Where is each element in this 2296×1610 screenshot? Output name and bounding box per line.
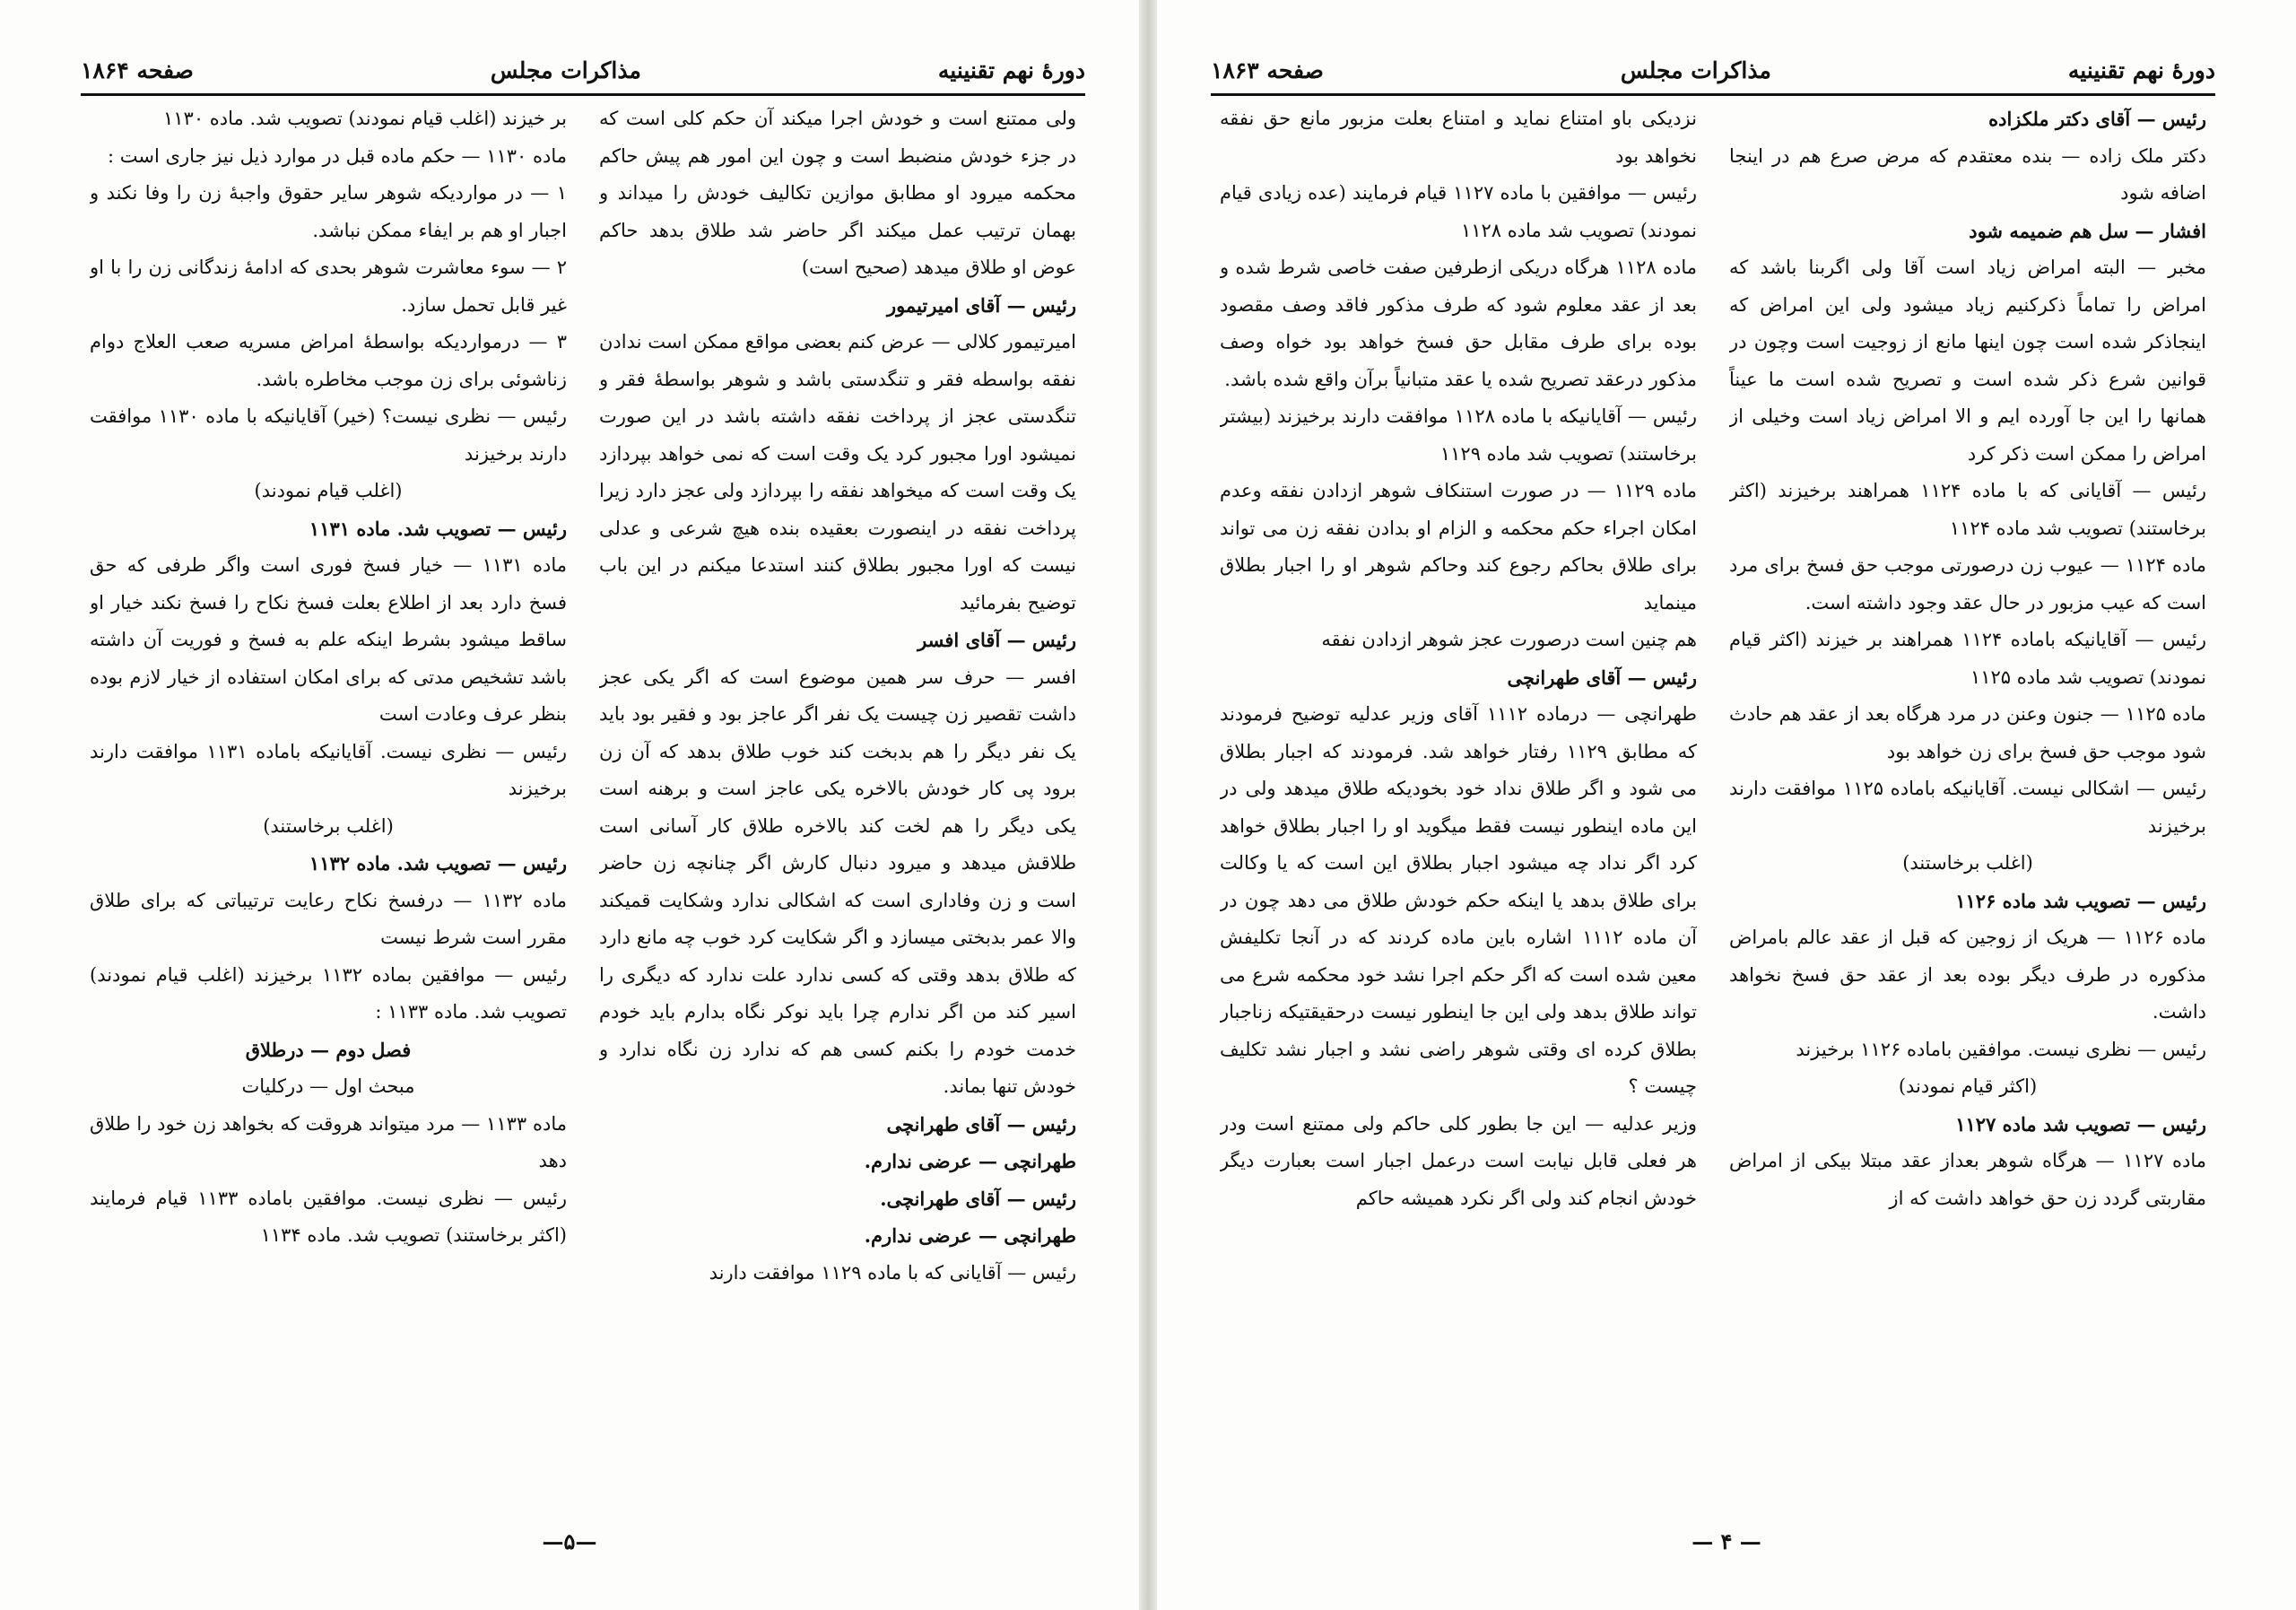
paragraph: رئیس — آقایانی که با ماده ۱۱۲۹ موافقت دارند: [709, 1261, 1076, 1284]
section-heading: مبحث اول — درکلیات: [241, 1075, 415, 1097]
clause-item: ۱ — در مواردیکه شوهر سایر حقوق واجبهٔ زن را وفا نکند و اجبار او هم بر ایفاء ممکن نباشد.: [90, 182, 567, 241]
page-number: —۵—: [542, 1528, 597, 1554]
paragraph: رئیس — نظری نیست؟ (خیر) آقایانیکه با ماده ۱۱۳۰ موافقت دارند برخیزند: [90, 405, 567, 465]
right-column: [1729, 100, 2206, 1511]
page-number: — ۴ —: [1692, 1528, 1761, 1554]
paragraph: هم چنین است درصورت عجز شوهر ازدادن نفقه: [1321, 629, 1697, 650]
paragraph: رئیس — موافقین بماده ۱۱۳۲ برخیزند (اغلب قیام نمودند) تصویب شد. ماده ۱۱۳۳ :: [90, 963, 567, 1023]
clause-item: ۳ — درمواردیکه بواسطهٔ امراض مسریه صعب العلاج دوام زناشوئی برای زن موجب مخاطره باشد.: [90, 331, 567, 390]
paragraph: ولی ممتنع است و خودش اجرا میکند آن حکم کلی است که در جزء خودش منضبط است و چون این امور هم پیش حاکم محکمه میرود او مطابق موازین تکالیف خودش را میداند و بهمان ترتیب عمل میکند اگر حاضر شد طلاق بدهد حاکم عوض او طلاق میدهد (صحیح است): [599, 108, 1076, 278]
vote-note: (اکثر قیام نمودند): [1898, 1075, 2038, 1097]
speaker-line: رئیس — آقای طهرانچی: [1507, 666, 1697, 689]
page-label: صفحه ۱۸۶۳: [1211, 57, 1324, 83]
left-column: [90, 100, 567, 1511]
paragraph: بر خیزند (اغلب قیام نمودند) تصویب شد. ماده ۱۱۳۰: [162, 108, 567, 129]
left-column: [1220, 100, 1697, 1511]
article-text: ماده ۱۱۲۶ — هریک از زوجین که قبل از عقد عالم بامراض مذکوره در طرف دیگر بوده بعد از عقد حق فسخ نخواهد داشت.: [1729, 927, 2206, 1023]
speaker-line: رئیس — آقای طهرانچی: [886, 1112, 1076, 1136]
article-text: ماده ۱۱۲۹ — در صورت استنکاف شوهر ازدادن نفقه وعدم امکان اجراء حکم محکمه و الزام او بدادن نفقه زن می تواند برای طلاق بحاکم رجوع کند وحاکم شوهر او را اجبار بطلاق مینماید: [1220, 480, 1697, 614]
book-gutter: [1139, 0, 1157, 1610]
page-header: [1211, 52, 2215, 88]
speaker-line: رئیس — آقای طهرانچی.: [880, 1187, 1076, 1210]
speaker-line: افشار — سل هم ضمیمه شود: [1969, 219, 2206, 242]
left-page: [0, 0, 1139, 1610]
paragraph: دکتر ملک زاده — بنده معتقدم که مرض صرع هم در اینجا اضافه شود: [1729, 144, 2206, 204]
vote-note: (اغلب برخاستند): [263, 814, 394, 837]
speaker-line: طهرانچی — عرضی ندارم.: [864, 1224, 1076, 1247]
paragraph: مخبر — البته امراض زیاد است آقا ولی اگربنا باشد که امراض را تماماً ذکرکنیم زیاد میشود ولی این امراض که اینجاذکر شده است چون اینها مانع از زوجیت است وچون در قوانین شرع ذکر شده است و تصریح شده است ما عیناً همانها را این جا آورده ایم و الا امراض زیاد است وخیلی از امراض را ممکن است ذکر کرد: [1729, 257, 2206, 465]
paragraph: طهرانچی — درماده ۱۱۱۲ آقای وزیر عدلیه توضیح فرمودند که مطابق ۱۱۲۹ رفتار خواهد شد. فرمودند که اجبار بطلاق می شود و اگر طلاق نداد خود بخودیکه طلاق میدهد ولی در این ماده اینطور نیست فقط میگوید او را اجبار بطلاق خواهد کرد اگر نداد چه میشود اجبار بطلاق این است که یا وکالت برای طلاق بدهد یا اینکه حکم خودش طلاق می دهد چون در آن ماده ۱۱۱۲ اشاره باین ماده کردند که در آنجا تکلیفش معین شده است که اگر حکم اجرا نشد خود محکمه شرع می تواند طلاق بدهد ولی این جا اینطور نیست درحقیقتیکه زناجبار بطلاق کرده ای وقتی شوهر راضی نشد و اجبار نشد تکلیف چیست ؟: [1220, 703, 1697, 1097]
paragraph: امیرتیمور کلالی — عرض کنم بعضی مواقع ممکن است ندادن نفقه بواسطه فقر و تنگدستی باشد و شوهر بواسطهٔ فقر و تنگدستی عجز از پرداخت نفقه داشته باشد در این صورت نمیشود اورا مجبور کرد یک وقت است که نمی خواهد بپردازد یک وقت است که میخواهد نفقه را بپردازد ولی عجز دارد زیرا پرداخت نفقه در اینصورت بعقیده بنده هیچ شرعی و عدلی نیست که اورا مجبور بطلاق کنند استدعا میکنم در این باب توضیح بفرمائید: [599, 331, 1076, 614]
paragraph: رئیس — نظری نیست. آقایانیکه باماده ۱۱۳۱ موافقت دارند برخیزند: [90, 740, 567, 799]
article-text: ماده ۱۱۳۲ — درفسخ نکاح رعایت ترتیباتی که برای طلاق مقرر است شرط نیست: [90, 889, 567, 948]
paragraph: رئیس — آقایانیکه باماده ۱۱۲۴ همراهند بر خیزند (اکثر قیام نمودند) تصویب شد ماده ۱۱۲۵: [1729, 629, 2206, 688]
speaker-line: رئیس — تصویب شد ماده ۱۱۲۷: [1955, 1112, 2206, 1136]
speaker-line: رئیس — تصویب شد ماده ۱۱۲۶: [1955, 889, 2206, 912]
header-rule: [1211, 93, 2215, 96]
speaker-line: رئیس — آقای افسر: [918, 629, 1076, 651]
article-text: ماده ۱۱۲۴ — عیوب زن درصورتی موجب حق فسخ برای مرد است که عیب مزبور در حال عقد وجود داشته است.: [1729, 554, 2206, 614]
article-text: ماده ۱۱۲۵ — جنون وعنن در مرد هرگاه بعد از عقد هم حادث شود موجب حق فسخ برای زن خواهد بود: [1729, 703, 2206, 762]
paragraph: رئیس — موافقین با ماده ۱۱۲۷ قیام فرمایند (عده زیادی قیام نمودند) تصویب شد ماده ۱۱۲۸: [1220, 182, 1697, 241]
right-column: [599, 100, 1076, 1511]
article-text: ماده ۱۱۳۱ — خیار فسخ فوری است واگر طرفی که حق فسخ دارد بعد از اطلاع بعلت فسخ نکاح را فسخ نکند خیار او ساقط میشود بشرط اینکه علم به فسخ و فوریت آن داشته باشد تشخیص مدتی که برای امکان استفاده از خیار لازم بوده بنظر عرف وعادت است: [90, 554, 567, 725]
text-columns: [1220, 100, 2206, 1511]
article-text: ماده ۱۱۳۰ — حکم ماده قبل در موارد ذیل نیز جاری است :: [108, 144, 567, 167]
paragraph: نزدیکی باو امتناع نماید و امتناع بعلت مزبور مانع حق نفقه نخواهد بود: [1220, 108, 1697, 167]
right-page: [1157, 0, 2296, 1610]
paragraph: رئیس — اشکالی نیست. آقایانیکه باماده ۱۱۲۵ موافقت دارند برخیزند: [1729, 778, 2206, 837]
paragraph: افسر — حرف سر همین موضوع است که اگر یکی عجز داشت تقصیر زن چیست یک نفر اگر عاجز بود و فقیر بود باید یک نفر دیگر را هم بدبخت کند خوب طلاق بدهد که آن زن برود پی کار خودش بالاخره یکی عاجز است و برهنه است یکی دیگر را هم لخت کند بالاخره طلاق کار آسانی است طلاقش میدهد و میرود دنبال کارش اگر چنانچه زن حاضر است و زن وفاداری است که اشکالی ندارد وشکایت قمیکند والا عمر بدبختی میسازد و اگر شکایت کرد خوب چه مانع دارد که طلاق بدهد وقتی که کسی ندارد علت ندارد که دیگری را اسیر کند من اگر ندارم چرا باید نوکر نگاه بدارم باید خودم خدمت خودم را بکنم کسی هم که ندارد زن نگاه ندارد و خودش تنها بماند.: [599, 666, 1076, 1097]
speaker-line: رئیس — آقای امیرتیمور: [886, 293, 1076, 317]
paragraph: وزیر عدلیه — این جا بطور کلی حاکم ولی ممتنع است ودر هر فعلی قابل نیابت است درعمل اجبار است بعبارت دیگر خودش انجام کند ولی اگر نکرد همیشه حاکم: [1220, 1112, 1697, 1209]
vote-note: (اغلب برخاستند): [1902, 852, 2033, 874]
text-columns: [90, 100, 1076, 1511]
chapter-heading: فصل دوم — درطلاق: [245, 1038, 412, 1061]
paragraph: رئیس — نظری نیست. موافقین باماده ۱۱۳۳ قیام فرمایند (اکثر برخاستند) تصویب شد. ماده ۱۱۳۴: [90, 1187, 567, 1246]
speaker-line: طهرانچی — عرضی ندارم.: [864, 1150, 1076, 1172]
journal-title: مذاکرات مجلس: [490, 57, 641, 83]
paragraph: رئیس — آقایانی که با ماده ۱۱۲۴ همراهند برخیزند (اکثر برخاستند) تصویب شد ماده ۱۱۲۴: [1729, 480, 2206, 539]
article-text: ماده ۱۱۳۳ — مرد میتواند هروقت که بخواهد زن خود را طلاق دهد: [90, 1112, 567, 1171]
speaker-line: رئیس — تصویب شد. ماده ۱۱۳۱: [309, 517, 567, 540]
paragraph: رئیس — آقایانیکه با ماده ۱۱۲۸ موافقت دارند برخیزند (بیشتر برخاستند) تصویب شد ماده ۱۱۲۹: [1220, 405, 1697, 465]
clause-item: ۲ — سوء معاشرت شوهر بحدی که ادامهٔ زندگانی زن را با او غیر قابل تحمل سازد.: [90, 257, 567, 316]
journal-title: مذاکرات مجلس: [1620, 57, 1771, 83]
speaker-line: رئیس — آقای دکتر ملکزاده: [1988, 108, 2206, 130]
page-label: صفحه ۱۸۶۴: [81, 57, 194, 83]
speaker-line: رئیس — تصویب شد. ماده ۱۱۳۲: [309, 852, 567, 875]
page-header: [81, 52, 1085, 88]
session-label: دورهٔ نهم تقنینیه: [937, 57, 1085, 83]
session-label: دورهٔ نهم تقنینیه: [2067, 57, 2215, 83]
vote-note: (اغلب قیام نمودند): [254, 480, 403, 501]
paragraph: رئیس — نظری نیست. موافقین باماده ۱۱۲۶ برخیزند: [1796, 1038, 2206, 1060]
header-rule: [81, 93, 1085, 96]
article-text: ماده ۱۱۲۸ هرگاه دریکی ازطرفین صفت خاصی شرط شده و بعد از عقد معلوم شود که طرف مذکور فاقد وصف مقصود بوده برای طرف مقابل حق فسخ خواهد بود خواه وصف مذکور درعقد تصریح شده یا عقد متبانیاً برآن واقع شده باشد.: [1220, 257, 1697, 390]
article-text: ماده ۱۱۲۷ — هرگاه شوهر بعداز عقد مبتلا بیکی از امراض مقاربتی گردد زن حق خواهد داشت که از: [1729, 1150, 2206, 1209]
